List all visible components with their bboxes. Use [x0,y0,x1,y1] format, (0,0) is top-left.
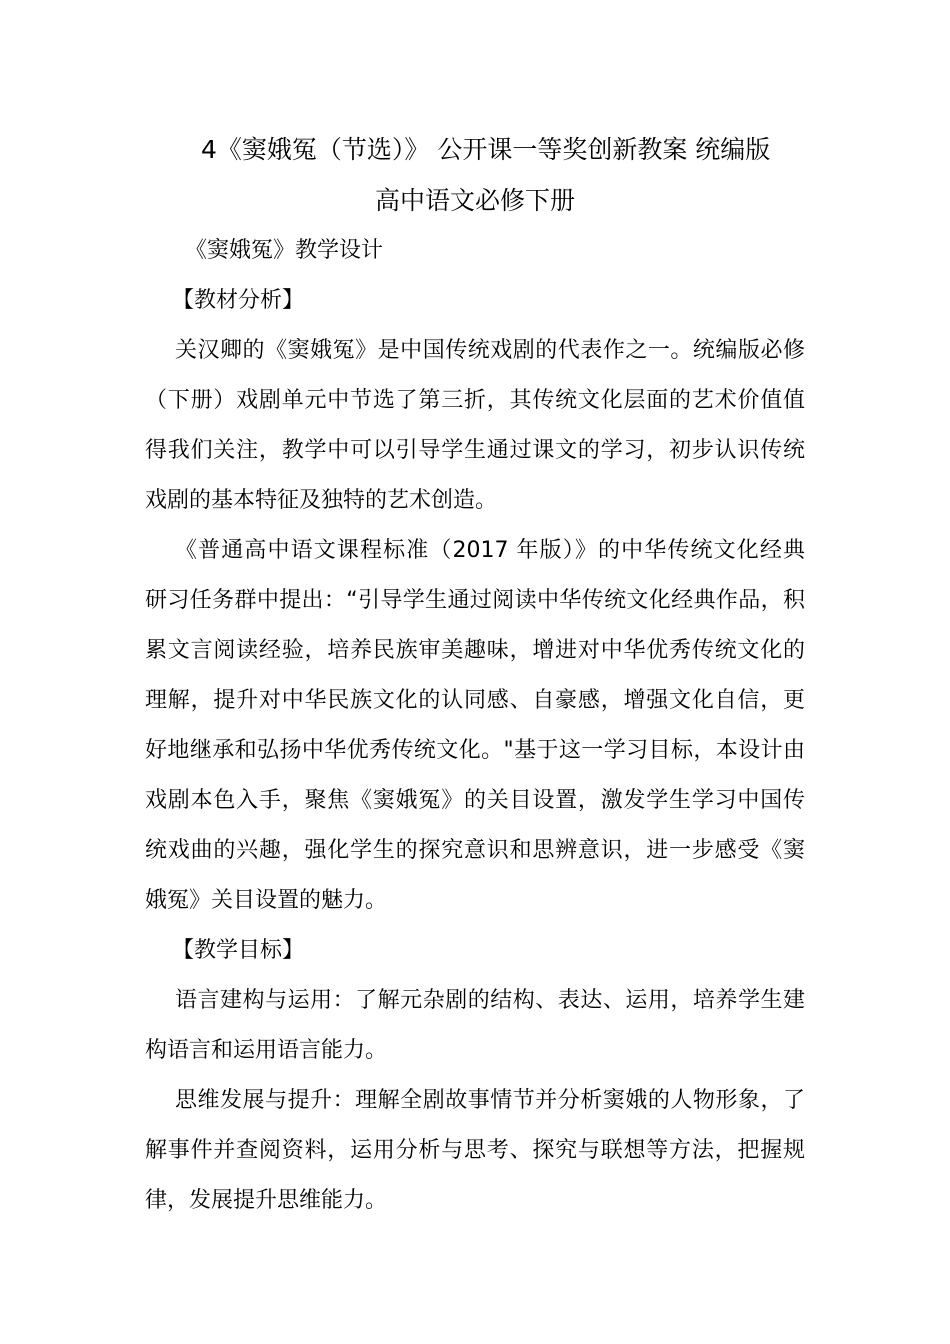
document-title-line-2: 高中语文必修下册 [374,186,575,215]
paragraph-line: 解事件并查阅资料，运用分析与思考、探究与联想等方法，把握规 [145,1138,805,1163]
paragraph-line: 思维发展与提升：理解全剧故事情节并分析窦娥的人物形象，了 [175,1088,805,1113]
paragraph-line: 戏剧的基本特征及独特的艺术创造。 [145,488,498,513]
paragraph-line: 统戏曲的兴趣，强化学生的探究意识和思辨意识，进一步感受《窦 [145,838,805,863]
paragraph-line: 关汉卿的《窦娥冤》是中国传统戏剧的代表作之一。统编版必修 [175,338,805,363]
paragraph-line: 戏剧本色入手，聚焦《窦娥冤》的关目设置，激发学生学习中国传 [145,788,805,813]
paragraph-line: 得我们关注，教学中可以引导学生通过课文的学习，初步认识传统 [145,438,805,463]
paragraph-line: 语言建构与运用：了解元杂剧的结构、表达、运用，培养学生建 [175,988,805,1013]
section-heading-analysis: 【教材分析】 [172,288,305,313]
paragraph-line: 娥冤》关目设置的魅力。 [145,888,388,913]
paragraph-line: 《普通高中语文课程标准（2017 年版）》的中华传统文化经典 [175,538,805,563]
paragraph-line: 律，发展提升思维能力。 [145,1188,388,1213]
paragraph-line: 构语言和运用语言能力。 [145,1038,388,1063]
document-title-line-1: 4《窦娥冤（节选）》 公开课一等奖创新教案 统编版 [201,135,771,164]
section-heading-goals: 【教学目标】 [172,938,305,963]
paragraph-line: 好地继承和弘扬中华优秀传统文化。"基于这一学习目标，本设计由 [145,738,805,763]
design-subtitle: 《窦娥冤》教学设计 [185,238,384,263]
paragraph-line: （下册）戏剧单元中节选了第三折，其传统文化层面的艺术价值值 [145,388,805,413]
paragraph-line: 研习任务群中提出：“引导学生通过阅读中华传统文化经典作品，积 [145,588,805,613]
paragraph-line: 理解，提升对中华民族文化的认同感、自豪感，增强文化自信，更 [145,688,805,713]
paragraph-line: 累文言阅读经验，培养民族审美趣味，增进对中华优秀传统文化的 [145,638,805,663]
